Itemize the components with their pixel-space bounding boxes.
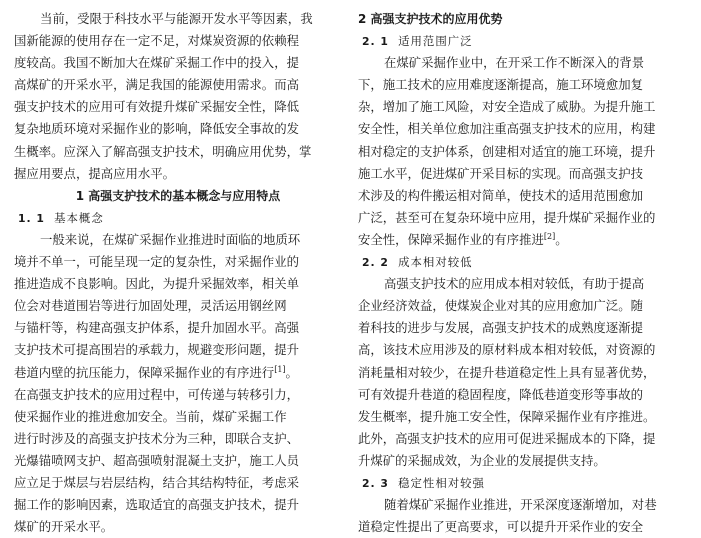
body-line: 国新能源的使用存在一定不足，对煤炭资源的依赖程 bbox=[14, 33, 299, 49]
body-line: 消耗量相对较少，在提升巷道稳定性上具有显著优势， bbox=[358, 364, 656, 380]
body-line: 随着煤矿采掘作业推进，开采深度逐渐增加，对巷 bbox=[384, 497, 657, 513]
body-line: 下，施工技术的应用难度逐渐提高，施工环境愈加复 bbox=[358, 77, 643, 93]
subsection-heading-2-1 bbox=[358, 30, 686, 52]
body-line: 道稳定性提出了更高要求，可以提升开采作业的安全 bbox=[358, 519, 643, 535]
body-line: 发生概率，提升施工安全性，保障采掘作业有序推进。 bbox=[358, 408, 656, 424]
line-text: 安全性，保障采掘作业的有序推进 bbox=[358, 231, 544, 247]
body-line: 一般来说，在煤矿采掘作业推进时面临的地质环 bbox=[40, 231, 301, 247]
body-line: 推进造成不良影响。因此，为提升采掘效率，相关单 bbox=[14, 276, 299, 292]
citation-ref[interactable]: [1] bbox=[274, 364, 286, 374]
body-line: 高煤矿的开采水平，满足我国的能源使用需求。而高 bbox=[14, 77, 299, 93]
subsection-title: 适用范围广泛 bbox=[398, 34, 473, 49]
line-text: 巷道内壁的抗压能力，保障采掘作业的有序进行 bbox=[14, 364, 275, 380]
body-line: 相对稳定的支护体系，创建相对适宜的施工环境，提升 bbox=[358, 143, 656, 159]
subsection-title: 稳定性相对较强 bbox=[398, 475, 485, 490]
body-line: 企业经济效益，使煤炭企业对其的应用愈加广泛。随 bbox=[358, 298, 643, 314]
body-line: 升煤矿的采掘成效，为企业的发展提供支持。 bbox=[358, 452, 606, 468]
body-line: 应立足于煤层与岩层结构，结合其结构特征，考虑采 bbox=[14, 474, 299, 490]
body-line: 进行时涉及的高强支护技术分为三种，即联合支护、 bbox=[14, 430, 299, 446]
body-line: 光爆锚喷网支护、超高强喷射混凝土支护，施工人员 bbox=[14, 452, 299, 468]
subsection-number: 1. 1 bbox=[18, 211, 45, 225]
subsection-heading-2-3 bbox=[358, 472, 686, 494]
subsection-heading-1-1 bbox=[14, 207, 342, 229]
body-line: 度较高。我国不断加大在煤矿采掘工作中的投入，提 bbox=[14, 55, 299, 71]
subsection-number: 2. 3 bbox=[362, 476, 389, 490]
line-end: 。 bbox=[555, 231, 568, 247]
right-column bbox=[358, 8, 686, 538]
subsection-number: 2. 1 bbox=[362, 35, 389, 49]
body-line: 高，该技术应用涉及的原材料成本相对较低，对资源的 bbox=[358, 342, 656, 358]
body-line: 安全性，相关单位愈加注重高强支护技术的应用，构建 bbox=[358, 121, 656, 137]
body-line: 施工水平，促进煤矿开采目标的实现。而高强支护技 bbox=[358, 165, 643, 181]
section-heading-2: 2 高强支护技术的应用优势 bbox=[358, 12, 503, 26]
body-line-with-citation bbox=[358, 229, 686, 251]
subsection-number: 2. 2 bbox=[362, 256, 389, 270]
body-line: 复杂地质环境对采掘作业的影响，降低安全事故的发 bbox=[14, 121, 299, 137]
body-line: 杂，增加了施工风险，对安全造成了威胁。为提升施工 bbox=[358, 99, 656, 115]
body-line: 此外，高强支护技术的应用可促进采掘成本的下降，提 bbox=[358, 430, 656, 446]
body-line: 掘工作的影响因素，选取适宜的高强支护技术，提升 bbox=[14, 497, 299, 513]
body-line: 支护技术可提高围岩的承载力，规避变形问题，提升 bbox=[14, 342, 299, 358]
body-line: 境并不单一，可能呈现一定的复杂性，对采掘作业的 bbox=[14, 254, 299, 270]
body-line: 着科技的进步与发展，高强支护技术的成熟度逐渐提 bbox=[358, 320, 643, 336]
section-heading-1: 1 高强支护技术的基本概念与应用特点 bbox=[75, 188, 281, 203]
body-line: 位会对巷道围岩等进行加固处理，灵活运用钢丝网 bbox=[14, 298, 287, 314]
body-line-with-citation bbox=[14, 362, 342, 384]
body-line: 强支护技术的应用可有效提升煤矿采掘安全性，降低 bbox=[14, 99, 299, 115]
body-line: 可有效提升巷道的稳固程度，降低巷道变形等事故的 bbox=[358, 386, 643, 402]
line-end: 。 bbox=[285, 364, 298, 380]
body-line: 煤矿的开采水平。 bbox=[14, 519, 114, 535]
body-line: 握应用要点，提高应用水平。 bbox=[14, 165, 176, 181]
body-line: 术涉及的构件搬运相对简单，使技术的适用范围愈加 bbox=[358, 187, 643, 203]
body-line: 当前，受限于科技水平与能源开发水平等因素，我 bbox=[40, 11, 313, 26]
body-line: 在高强支护技术的应用过程中，可传递与转移引力， bbox=[14, 386, 299, 402]
subsection-heading-2-2 bbox=[358, 251, 686, 273]
body-line: 广泛，甚至可在复杂环境中应用，提升煤矿采掘作业的 bbox=[358, 209, 656, 225]
citation-ref[interactable]: [2] bbox=[543, 231, 556, 241]
body-line: 在煤矿采掘作业中，在开采工作不断深入的背景 bbox=[384, 55, 645, 71]
left-column bbox=[14, 8, 342, 538]
subsection-title: 基本概念 bbox=[54, 210, 104, 225]
body-line: 与锚杆等，构建高强支护体系，提升加固水平。高强 bbox=[14, 320, 299, 336]
body-line: 使采掘作业的推进愈加安全。当前，煤矿采掘工作 bbox=[14, 408, 287, 424]
subsection-title: 成本相对较低 bbox=[398, 255, 473, 270]
body-line: 生概率。应深入了解高强支护技术，明确应用优势，掌 bbox=[14, 143, 312, 159]
body-line: 高强支护技术的应用成本相对较低，有助于提高 bbox=[384, 276, 645, 292]
